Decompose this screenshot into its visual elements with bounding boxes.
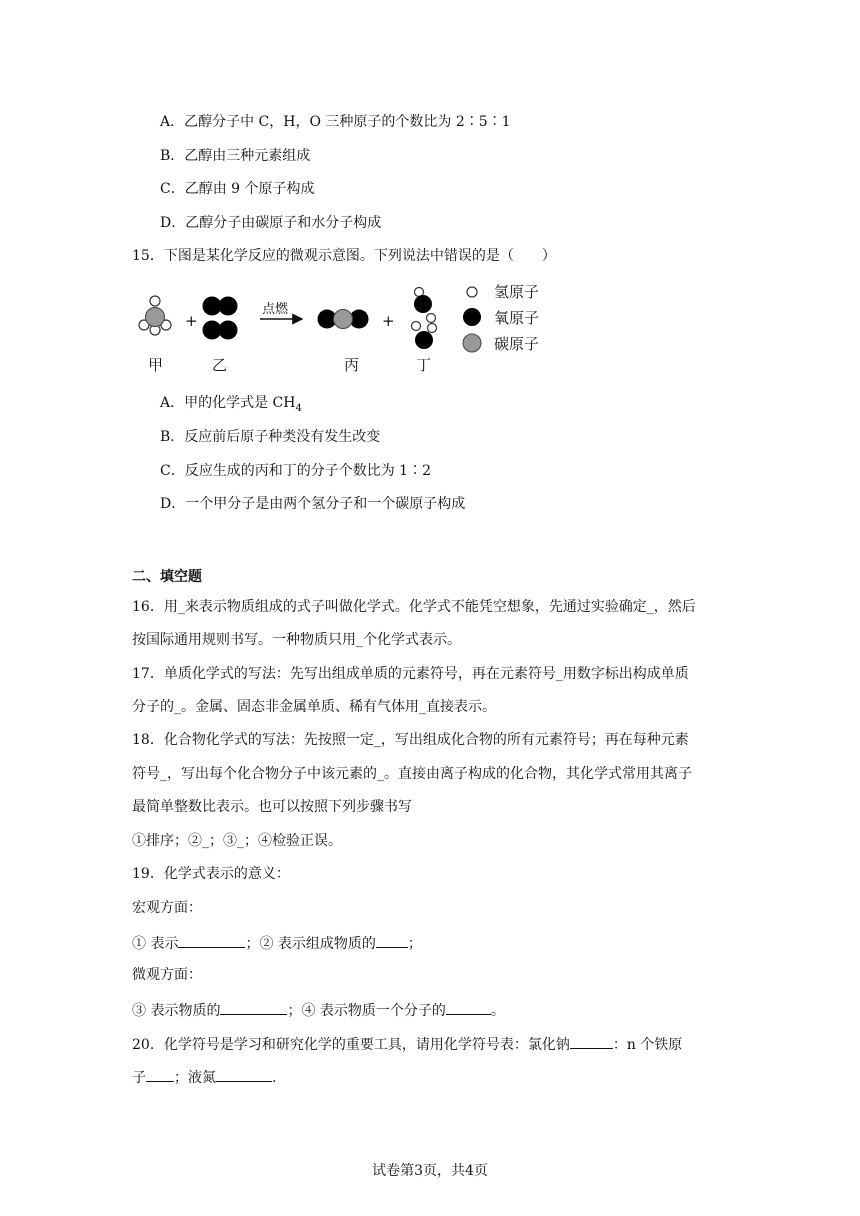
q14-option-c: C．乙醇由 9 个原子构成 (160, 181, 315, 197)
molecule-ding (412, 288, 437, 350)
q15-option-a: A．甲的化学式是 $CH_4$ (160, 395, 302, 414)
page-footer: 试卷第3页，共4页 (372, 1163, 488, 1179)
legend (463, 283, 539, 353)
label-yi: 乙 (212, 356, 228, 374)
q14-option-d: D．乙醇分子由碳原子和水分子构成 (160, 215, 382, 231)
label-bing: 丙 (344, 356, 360, 374)
q19-micro-heading: 微观方面： (132, 967, 202, 983)
carbon-atom (334, 310, 353, 329)
oxygen-atom (219, 297, 238, 316)
q18-line-2: 符号_，写出每个化合物分子中该元素的_。直接由离子构成的化合物，其化学式常用其离子 (132, 766, 692, 782)
blank[interactable] (570, 1032, 613, 1049)
hydrogen-atom (428, 324, 437, 333)
hydrogen-atom (427, 314, 436, 323)
blank[interactable] (376, 931, 408, 948)
blank[interactable] (178, 931, 245, 948)
q19-micro-line: ③ 表示物质的 ；④ 表示物质一个分子的 。 (132, 998, 505, 1021)
oxygen-atom (414, 295, 432, 313)
q16-line-2: 按国际通用规则书写。一种物质只用_个化学式表示。 (132, 632, 461, 648)
label-ding: 丁 (416, 356, 432, 374)
oxygen-atom (415, 331, 433, 349)
q18-line-4: ①排序；②_；③_；④检验正误。 (132, 833, 342, 849)
legend-hydrogen: 氢原子 (494, 283, 540, 301)
q19-macro-line: ① 表示 ；② 表示组成物质的 ； (132, 931, 422, 954)
q19-stem: 19．化学式表示的意义： (132, 866, 290, 882)
q15-option-d: D．一个甲分子是由两个氢分子和一个碳原子构成 (160, 496, 466, 512)
q14-option-b: B．乙醇由三种元素组成 (160, 148, 311, 164)
q20-line-1: 20．化学符号是学习和研究化学的重要工具，请用化学符号表：氯化钠 ：n 个铁原 (132, 1032, 682, 1055)
q15-option-c: C．反应生成的丙和丁的分子个数比为 1∶2 (160, 463, 431, 479)
oxygen-legend-icon (463, 308, 481, 326)
blank[interactable] (446, 998, 491, 1015)
q16-line-1: 16．用_来表示物质组成的式子叫做化学式。化学式不能凭空想象，先通过实验确定_，然后 (132, 599, 696, 615)
plus-sign: + (185, 312, 198, 330)
legend-oxygen: 氧原子 (494, 309, 540, 327)
molecule-jia (139, 296, 171, 335)
q18-line-3: 最简单整数比表示。也可以按照下列步骤书写 (132, 799, 412, 815)
q15-option-b: B．反应前后原子种类没有发生改变 (160, 429, 381, 445)
q17-line-1: 17．单质化学式的写法：先写出组成单质的元素符号，再在元素符号_用数字标出构成单质 (132, 666, 689, 682)
hydrogen-legend-icon (467, 287, 477, 297)
q20-line-2: 子 ；液氮 . (132, 1065, 276, 1088)
blank[interactable] (146, 1065, 174, 1082)
q18-line-1: 18．化合物化学式的写法：先按照一定_，写出组成化合物的所有元素符号；再在每种元素 (132, 732, 689, 748)
q14-option-a: A．乙醇分子中 C，H，O 三种原子的个数比为 2∶5∶1 (160, 114, 511, 130)
hydrogen-atom (150, 296, 160, 306)
blank[interactable] (220, 998, 287, 1015)
section-title: 二、填空题 (132, 569, 202, 585)
legend-carbon: 碳原子 (494, 335, 540, 353)
oxygen-atom (219, 321, 238, 340)
label-jia: 甲 (148, 356, 164, 374)
molecule-bing (318, 310, 369, 329)
reaction-condition: 点燃 (262, 302, 289, 317)
carbon-legend-icon (463, 334, 481, 352)
q15-stem: 15．下图是某化学反应的微观示意图。下列说法中错误的是（ ） (132, 248, 556, 264)
plus-sign: + (382, 312, 395, 330)
blank[interactable] (216, 1065, 272, 1082)
carbon-atom (146, 308, 165, 327)
reaction-diagram (132, 282, 552, 378)
molecule-yi (203, 297, 238, 340)
q17-line-2: 分子的_。金属、固态非金属单质、稀有气体用_直接表示。 (132, 699, 496, 715)
hydrogen-atom (412, 322, 421, 331)
q19-macro-heading: 宏观方面： (132, 900, 202, 916)
